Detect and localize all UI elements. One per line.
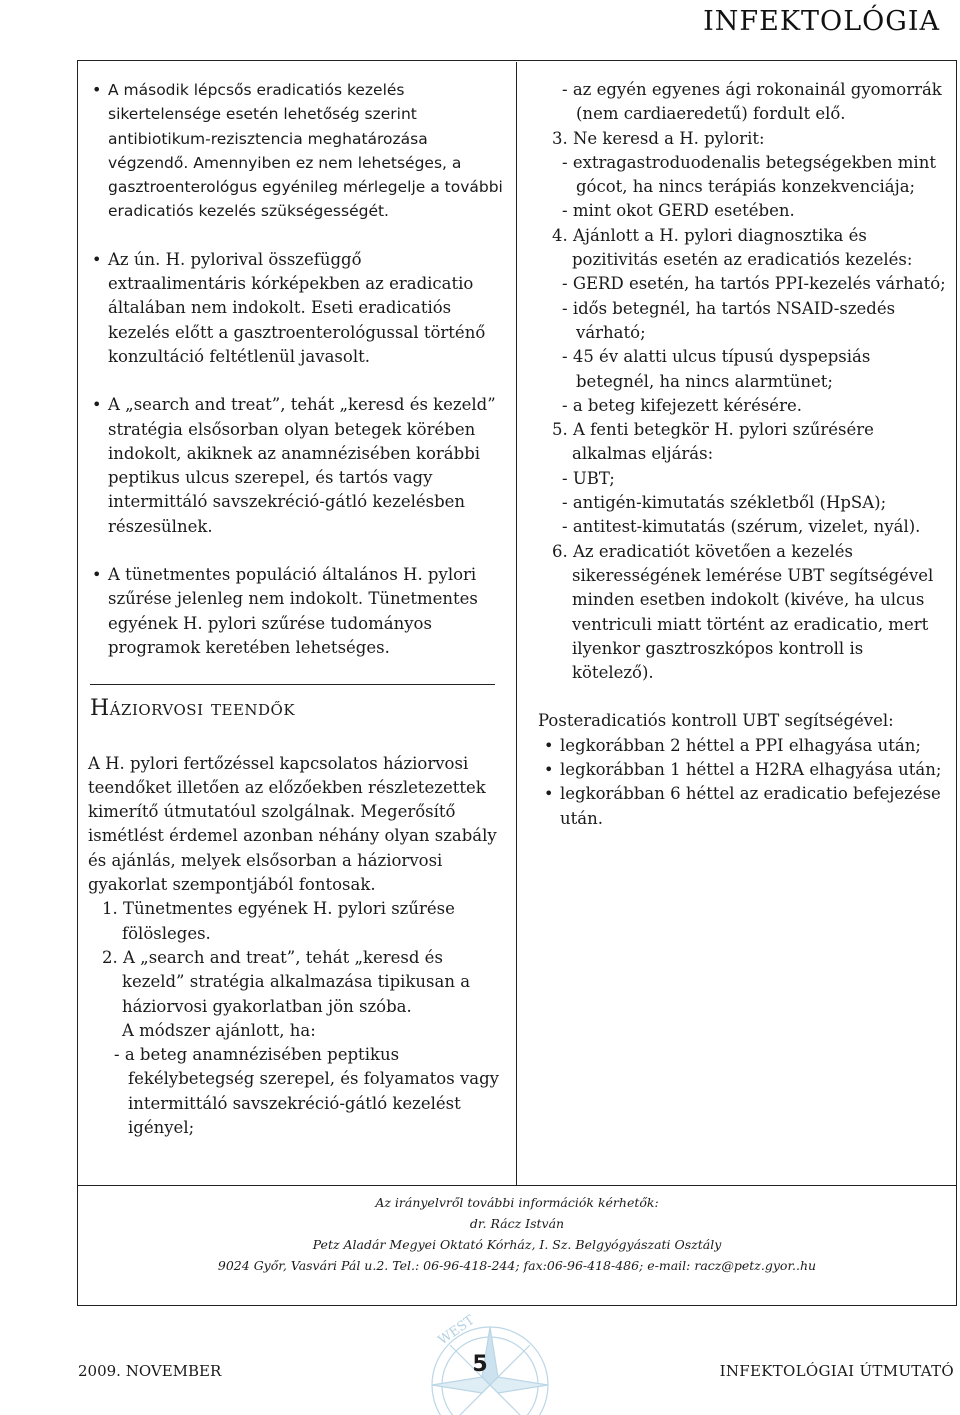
dash-item: - mint okot GERD esetében. <box>562 201 795 221</box>
bullet-item: • A tünetmentes populáció általános H. pylori szűrése jelenleg nem indokolt. Tünetmentes egyének H. pylori szűrése tudományos programok keretében lehetséges. <box>88 563 503 660</box>
right-list <box>538 78 948 685</box>
section-title: Háziorvosi teendők <box>90 696 296 722</box>
dash-item: - az egyén egyenes ági rokonainál gyomorrák (nem cardiaeredetű) fordult elő. <box>562 80 942 124</box>
footer-divider <box>77 1185 957 1186</box>
dash-item: - idős betegnél, ha tartós NSAID-szedés várható; <box>562 298 896 342</box>
numbered-item: 4. Ajánlott a H. pylori diagnosztika és pozitivitás esetén az eradicatiós kezelés: <box>552 225 913 270</box>
post-bullet-item: • legkorábban 1 héttel a H2RA elhagyása után; <box>540 758 948 782</box>
post-title: Posteradicatiós kontroll UBT segítségével: <box>538 711 894 731</box>
numbered-item-2-dash: - a beteg anamnézisében peptikus fekélybetegség szerepel, és folyamatos vagy intermittáló savszekréció-gátló kezelést igényel; <box>114 1045 499 1137</box>
left-column <box>88 78 503 1140</box>
dash-item: - GERD esetén, ha tartós PPI-kezelés várható; <box>562 274 946 294</box>
footer-series: INFEKTOLÓGIAI ÚTMUTATÓ <box>719 1362 954 1380</box>
left-bullet-list <box>88 78 503 660</box>
footer-date: 2009. NOVEMBER <box>78 1362 222 1380</box>
numbered-item: 6. Az eradicatiót követően a kezelés sikerességének lemérése UBT segítségével minden esetben indokolt (kivéve, ha ulcus ventriculi miatt történt az eradicatio, mert ilyenkor gasztroszkópos kontroll is kötelező). <box>552 541 934 683</box>
compass-logo-text: WEST <box>435 1312 478 1349</box>
contact-line: Az irányelvről további információk kérhetők: <box>375 1195 659 1210</box>
numbered-item: 5. A fenti betegkör H. pylori szűrésére alkalmas eljárás: <box>552 420 874 464</box>
right-column <box>538 78 948 831</box>
dash-item: - UBT; <box>562 468 615 488</box>
post-bullet-item: • legkorábban 6 héttel az eradicatio befejezése után. <box>540 782 948 831</box>
numbered-item-1: 1. Tünetmentes egyének H. pylori szűrése fölösleges. <box>102 899 455 943</box>
header-bar <box>0 4 960 48</box>
numbered-item-2: 2. A „search and treat”, tehát „keresd és kezeld” stratégia alkalmazása tipikusan a háziorvosi gyakorlatban jön szóba. <box>102 947 471 1016</box>
dash-item: - a beteg kifejezett kérésére. <box>562 395 802 415</box>
dash-item: - 45 év alatti ulcus típusú dyspepsiás betegnél, ha nincs alarmtünet; <box>562 347 871 391</box>
contact-box <box>77 1188 957 1304</box>
numbered-item: 3. Ne keresd a H. pylorit: <box>552 128 765 148</box>
contact-line: Petz Aladár Megyei Oktató Kórház, I. Sz. Belgyógyászati Osztály <box>312 1237 722 1252</box>
dash-item: - antigén-kimutatás székletből (HpSA); <box>562 493 887 513</box>
intro-paragraph: A H. pylori fertőzéssel kapcsolatos háziorvosi teendőket illetően az előzőekben részletezettek kimerítő útmutatóul szolgálnak. Megerősítő ismétlést érdemel azonban néhány olyan szabály és ajánlás, melyek elsősorban a háziorvosi gyakorlat szempontjából fontosak. <box>88 753 497 895</box>
dash-item: - extragastroduodenalis betegségekben mint gócot, ha nincs terápiás konzekvenciája; <box>562 152 936 197</box>
header-title: INFEKTOLÓGIA <box>703 6 940 37</box>
post-bullet-item: • legkorábban 2 héttel a PPI elhagyása után; <box>540 734 948 758</box>
contact-line: 9024 Győr, Vasvári Pál u.2. Tel.: 06-96-418-244; fax:06-96-418-486; e-mail: racz@petz.gyor..hu <box>217 1258 817 1273</box>
dash-item: - antitest-kimutatás (szérum, vizelet, nyál). <box>562 517 921 537</box>
column-divider <box>516 62 517 1185</box>
post-bullet-list <box>540 734 948 831</box>
page-number: 5 <box>472 1352 488 1377</box>
bullet-item: • Az ún. H. pylorival összefüggő extraalimentáris kórképekben az eradicatio általában nem indokolt. Eseti eradicatiós kezelés előtt a gasztroenterológussal történő konzultáció feltétlenül javasolt. <box>88 248 503 369</box>
bullet-item: • A második lépcsős eradicatiós kezelés sikertelensége esetén lehetőség szerint antibiotikum-rezisztencia meghatározása végzendő. Amennyiben ez nem lehetséges, a gasztroenterológus egyénileg mérlegelje a további eradicatiós kezelés szükségességét. <box>88 78 503 224</box>
contact-line: dr. Rácz István <box>469 1216 565 1231</box>
section-rule <box>90 684 495 685</box>
numbered-item-2-sub: A módszer ajánlott, ha: <box>122 1020 316 1040</box>
bullet-item: • A „search and treat”, tehát „keresd és kezeld” stratégia elsősorban olyan betegek körében indokolt, akiknek az anamnézisében korábbi peptikus ulcus szerepel, és tartós vagy intermittáló savszekréció-gátló kezelésben részesülnek. <box>88 393 503 539</box>
